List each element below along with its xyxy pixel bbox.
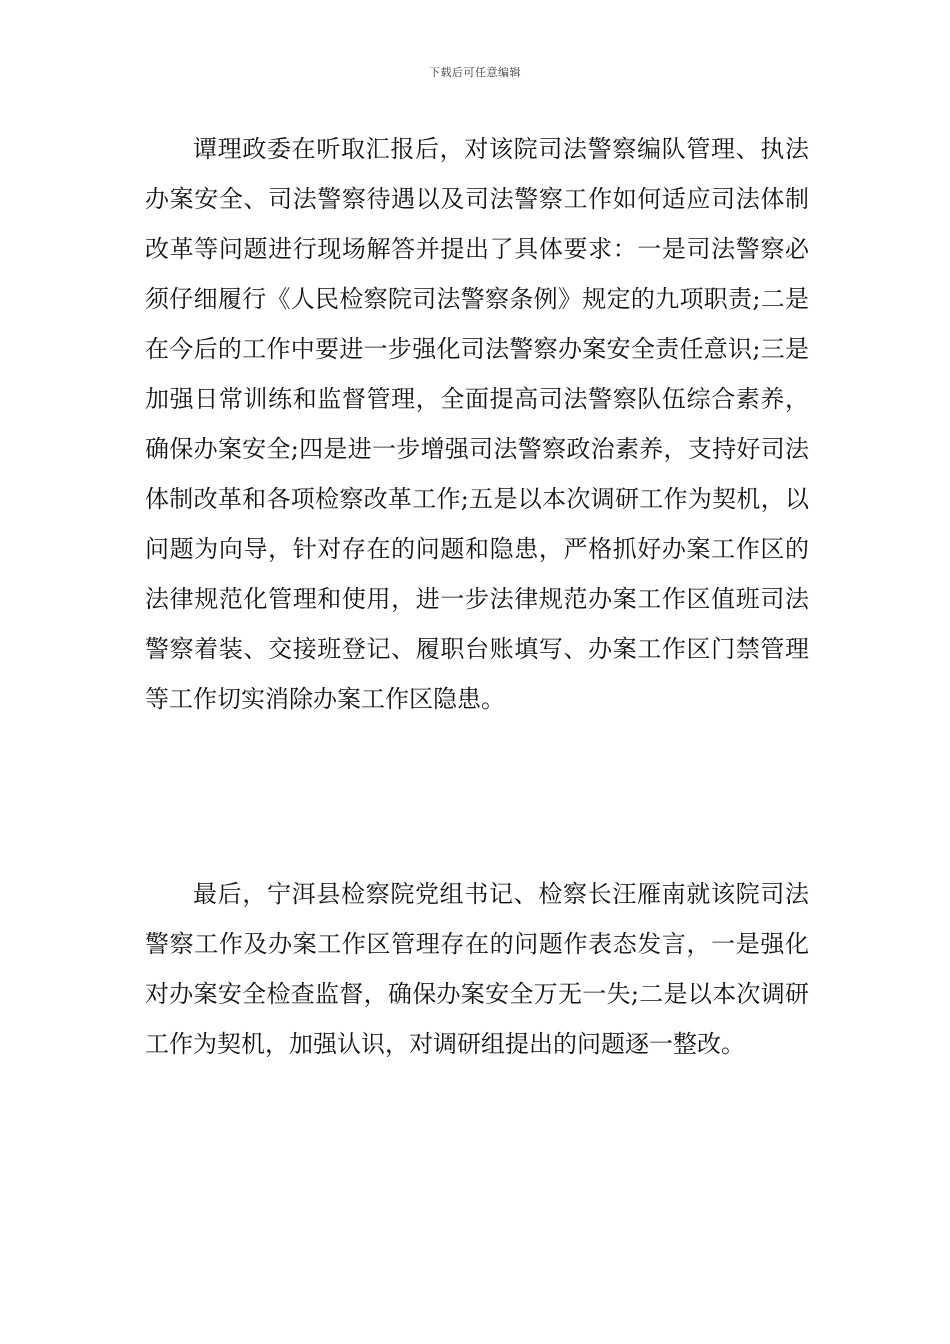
paragraph-2: 最后，宁洱县检察院党组书记、检察长汪雁南就该院司法警察工作及办案工作区管理存在的问题作表态发言，一是强化对办案安全检查监督，确保办案安全万无一失;二是以本次调研工作为契机，加强认识，对调研组提出的问题逐一整改。 xyxy=(145,880,809,1058)
paragraph-1: 谭理政委在听取汇报后，对该院司法警察编队管理、执法办案安全、司法警察待遇以及司法警察工作如何适应司法体制改革等问题进行现场解答并提出了具体要求：一是司法警察必须仔细履行《人民检察院司法警察条例》规定的九项职责;二是在今后的工作中要进一步强化司法警察办案安全责任意识;三是加强日常训练和监督管理，全面提高司法警察队伍综合素养，确保办案安全;四是进一步增强司法警察政治素养，支持好司法体制改革和各项检察改革工作;五是以本次调研工作为契机，以问题为向导，针对存在的问题和隐患，严格抓好办案工作区的法律规范化管理和使用，进一步法律规范办案工作区值班司法警察着装、交接班登记、履职台账填写、办案工作区门禁管理等工作切实消除办案工作区隐患。 xyxy=(145,135,809,713)
page-header: 下载后可任意编辑 xyxy=(429,66,521,79)
